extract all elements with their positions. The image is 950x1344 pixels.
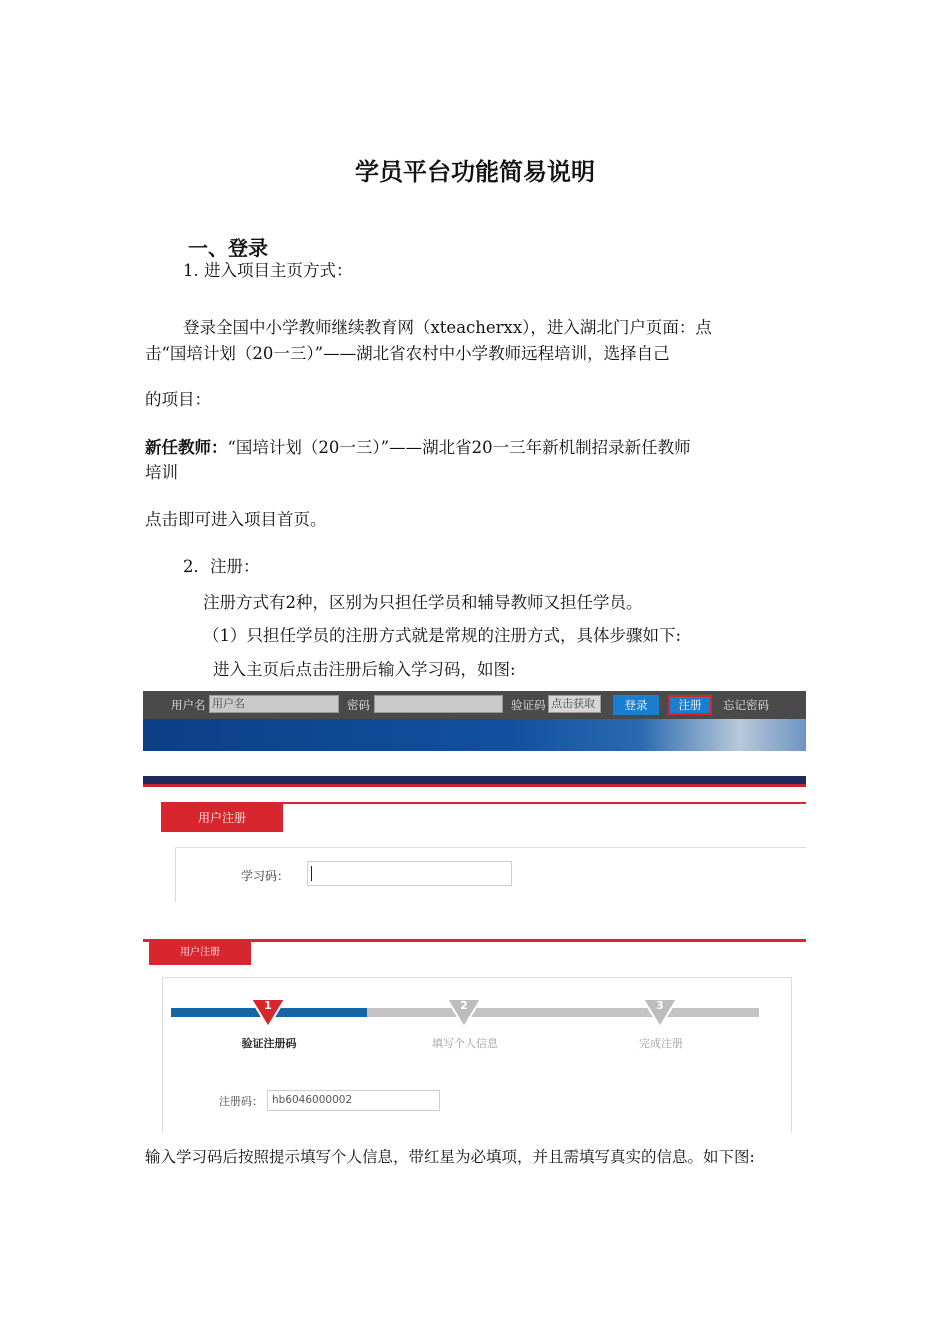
text-cursor (311, 866, 312, 881)
top-red-line (143, 784, 806, 787)
new-teacher-program: “国培计划（20一三）”——湖北省20一三年新机制招录新任教师 (227, 438, 691, 457)
register-button[interactable]: 注册 (668, 695, 712, 715)
paragraph-line: 培训 (145, 463, 178, 482)
captcha-button[interactable]: 点击获取 (548, 695, 601, 713)
register-steps-screenshot (143, 935, 806, 1133)
step-1-label: 验证注册码 (241, 1037, 297, 1050)
login-bar (143, 691, 806, 719)
header-banner (143, 719, 806, 751)
register-form-screenshot (143, 776, 806, 902)
paragraph-line: 登录全国中小学教师继续教育网（xteacherxx），进入湖北门户页面：点 (183, 318, 712, 337)
step-3-label: 完成注册 (639, 1037, 683, 1050)
username-label: 用户名 (171, 698, 206, 712)
tab-register[interactable]: 用户注册 (161, 804, 283, 832)
reg-code-label: 注册码： (219, 1095, 263, 1108)
login-bar-screenshot (143, 691, 806, 751)
new-teacher-line (145, 436, 691, 460)
paragraph-line: 的项目： (145, 390, 211, 409)
section-heading-login: 一、登录 (188, 236, 268, 260)
tab-register[interactable]: 用户注册 (149, 941, 251, 965)
item-1-heading: 1. 进入项目主页方式： (183, 261, 353, 280)
captcha-label: 验证码 (511, 698, 546, 712)
item-2-heading: 2．注册： (183, 557, 260, 576)
paragraph-line: （1）只担任学员的注册方式就是常规的注册方式，具体步骤如下: (203, 626, 682, 645)
paragraph-line: 注册方式有2种，区别为只担任学员和辅导教师又担任学员。 (203, 593, 643, 612)
top-strip (143, 776, 806, 784)
password-label: 密码 (347, 698, 370, 712)
paragraph-line: 进入主页后点击注册后输入学习码，如图: (213, 660, 516, 679)
paragraph-line: 点击即可进入项目首页。 (145, 510, 327, 529)
step-2-number: 2 (460, 999, 468, 1012)
paragraph-line: 击“国培计划（20一三）”——湖北省农村中小学教师远程培训，选择自己 (145, 344, 670, 363)
reg-code-input[interactable]: hb6046000002 (267, 1090, 440, 1111)
new-teacher-label: 新任教师： (145, 438, 228, 457)
progress-remaining (367, 1008, 759, 1017)
forgot-password-link[interactable]: 忘记密码 (723, 698, 769, 712)
password-input[interactable] (374, 695, 503, 713)
username-input[interactable]: 用户名 (209, 695, 339, 713)
step-2-label: 填写个人信息 (432, 1037, 498, 1050)
page-title: 学员平台功能简易说明 (355, 158, 595, 186)
step-1-number: 1 (264, 999, 272, 1012)
paragraph-line: 输入学习码后按照提示填写个人信息，带红星为必填项，并且需填写真实的信息。如下图: (145, 1148, 755, 1166)
study-code-label: 学习码： (241, 869, 290, 883)
login-button[interactable]: 登录 (613, 695, 659, 715)
study-code-input[interactable] (307, 861, 512, 886)
step-3-number: 3 (656, 999, 664, 1012)
